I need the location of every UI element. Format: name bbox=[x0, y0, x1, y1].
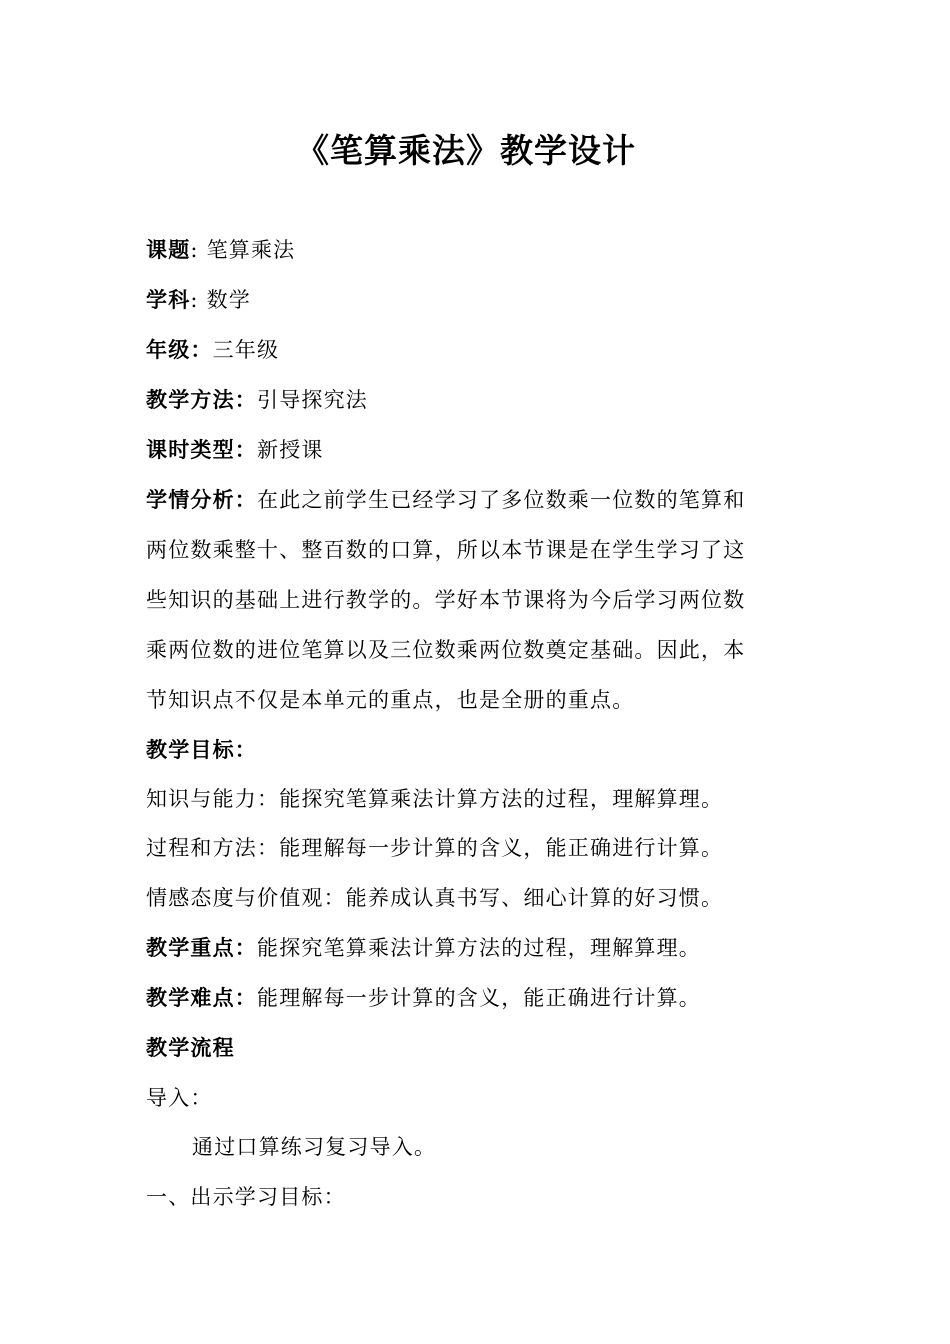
lesson-type-value: 新授课 bbox=[257, 438, 324, 462]
analysis-line-2: 两位数乘整十、整百数的口算，所以本节课是在学生学习了这 bbox=[146, 538, 746, 562]
grade-row bbox=[146, 335, 816, 365]
lesson-type-row bbox=[146, 435, 816, 465]
document-title: 《笔算乘法》教学设计 bbox=[296, 131, 636, 170]
analysis-line-5: 节知识点不仅是本单元的重点，也是全册的重点。 bbox=[146, 688, 635, 712]
goal-process: 过程和方法：能理解每一步计算的含义，能正确进行计算。 bbox=[146, 836, 724, 860]
analysis-label: 学情分析： bbox=[146, 487, 257, 512]
topic-row bbox=[146, 235, 816, 265]
intro-label: 导入： bbox=[146, 1086, 213, 1110]
goal-emotion: 情感态度与价值观：能养成认真书写、细心计算的好习惯。 bbox=[146, 886, 724, 910]
analysis-line-3: 些知识的基础上进行教学的。学好本节课将为今后学习两位数 bbox=[146, 588, 746, 612]
goal-knowledge: 知识与能力：能探究笔算乘法计算方法的过程，理解算理。 bbox=[146, 787, 724, 811]
topic-label: 课题 bbox=[146, 237, 191, 262]
key-point-row bbox=[146, 933, 816, 963]
subject-value: 数学 bbox=[206, 288, 251, 312]
topic-colon: : bbox=[190, 238, 207, 262]
subject-row bbox=[146, 285, 816, 315]
analysis-line-4: 乘两位数的进位笔算以及三位数乘两位数奠定基础。因此，本 bbox=[146, 638, 746, 662]
difficulty-row bbox=[146, 983, 816, 1013]
topic-value: 笔算乘法 bbox=[206, 238, 296, 262]
lesson-type-label: 课时类型： bbox=[146, 437, 257, 462]
grade-value: 三年级 bbox=[212, 338, 280, 362]
analysis-text-1: 在此之前学生已经学习了多位数乘一位数的笔算和 bbox=[257, 488, 746, 512]
method-value: 引导探究法 bbox=[257, 388, 368, 412]
analysis-line-1 bbox=[146, 485, 816, 515]
flow-heading: 教学流程 bbox=[146, 1035, 235, 1060]
key-point-label: 教学重点： bbox=[146, 935, 257, 960]
subject-label: 学科 bbox=[146, 287, 191, 312]
goals-heading: 教学目标： bbox=[146, 737, 257, 762]
step-1-heading: 一、出示学习目标： bbox=[146, 1185, 346, 1209]
grade-label: 年级： bbox=[146, 337, 213, 362]
method-label: 教学方法： bbox=[146, 387, 257, 412]
difficulty-value: 能理解每一步计算的含义，能正确进行计算。 bbox=[257, 986, 701, 1010]
key-point-value: 能探究笔算乘法计算方法的过程，理解算理。 bbox=[257, 936, 701, 960]
difficulty-label: 教学难点： bbox=[146, 985, 257, 1010]
method-row bbox=[146, 385, 816, 415]
subject-colon: : bbox=[190, 288, 207, 312]
intro-text: 通过口算练习复习导入。 bbox=[192, 1135, 437, 1159]
